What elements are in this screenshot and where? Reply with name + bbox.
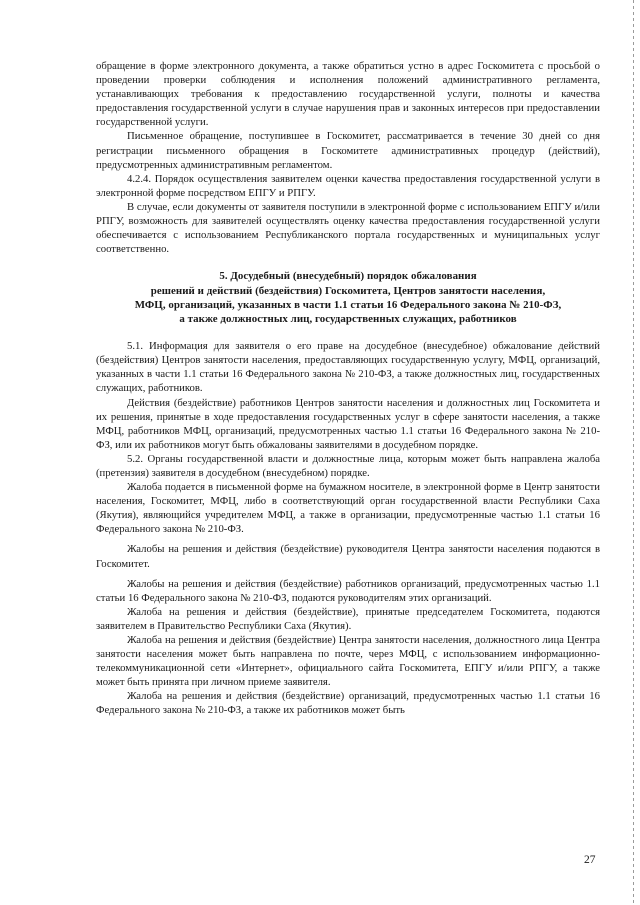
paragraph: Жалобы на решения и действия (бездействие) руководителя Центра занятости населения подаются в Госкомитет. — [96, 543, 600, 570]
paragraph: Жалоба на решения и действия (бездействие) организаций, предусмотренных частью 1.1 статьи 16 Федерального закона № 210-ФЗ, а также их работников может быть — [96, 690, 600, 717]
section-heading-line: решений и действий (бездействия) Госкомитета, Центров занятости населения, — [150, 284, 546, 297]
paragraph: обращение в форме электронного документа, а также обратиться устно в адрес Госкомитета с просьбой о проведении проверки соблюдения и исполнения положений административного регламента, устанавливающих требования к предоставлению государственной услуги, полноты и качества предоставления государственной услуги в случае нарушения прав и законных интересов при предоставлении государственной услуги. — [96, 60, 600, 129]
paragraph: 4.2.4. Порядок осуществления заявителем оценки качества предоставления государственной услуги в электронной форме посредством ЕПГУ и РПГУ. — [96, 172, 600, 199]
paragraph: В случае, если документы от заявителя поступили в электронной форме с использованием ЕПГУ и/или РПГУ, возможность для заявителей осуществлять оценку качества предоставления государственной услуги обеспечивается с использованием Республиканского портала государственных и муниципальных услуг соответственно. — [96, 200, 600, 256]
section-heading-line: а также должностных лиц, государственных служащих, работников — [179, 312, 517, 325]
paragraph: Жалобы на решения и действия (бездействие) работников организаций, предусмотренных частью 1.1 статьи 16 Федерального закона № 210-ФЗ, подаются руководителям этих организаций. — [96, 577, 600, 604]
paragraph: Действия (бездействие) работников Центров занятости населения и должностных лиц Госкомитета и их решения, принятые в ходе предоставления государственных услуг в сфере занятости населения, а также МФЦ, работников МФЦ, организаций, предусмотренных частью 1.1 статьи 16 Федерального закона № 210-ФЗ, или их работников могут быть обжалованы заявителями в досудебном порядке. — [96, 396, 600, 451]
paragraph: 5.2. Органы государственной власти и должностные лица, которым может быть направлена жалоба (претензия) заявителя в досудебном (внесудебном) порядке. — [96, 452, 600, 479]
paragraph: Жалоба на решения и действия (бездействие) Центра занятости населения, должностного лица Центра занятости населения может быть направлена по почте, через МФЦ, с использованием информационно-телекоммуникационной сети «Интернет», официального сайта Госкомитета, ЕПГУ и/или РПГУ, а также может быть принята при личном приеме заявителя. — [96, 634, 600, 689]
section-heading-line: 5. Досудебный (внесудебный) порядок обжалования — [219, 270, 477, 283]
paragraph: Жалоба на решения и действия (бездействие), принятые председателем Госкомитета, подаются заявителем в Правительство Республики Саха (Якутия). — [96, 605, 600, 632]
section-heading — [96, 269, 600, 326]
section-heading-line: МФЦ, организаций, указанных в части 1.1 статьи 16 Федерального закона № 210-ФЗ, — [134, 298, 562, 311]
scan-edge-line — [633, 0, 634, 905]
paragraph: 5.1. Информация для заявителя о его праве на досудебное (внесудебное) обжалование действий (бездействия) Центров занятости населения, предоставляющих государственную услугу, МФЦ, организаций, указанных в части 1.1 статьи 16 Федерального закона № 210-ФЗ, а также должностных лиц, государственных служащих, работников. — [96, 340, 600, 395]
page-number: 27 — [584, 854, 596, 866]
paragraph: Письменное обращение, поступившее в Госкомитет, рассматривается в течение 30 дней со дня регистрации письменного обращения в Госкомитете административных процедур (действий), предусмотренных административным регламентом. — [96, 130, 600, 171]
paragraph: Жалоба подается в письменной форме на бумажном носителе, в электронной форме в Центр занятости населения, Госкомитет, МФЦ, либо в соответствующий орган государственной власти Республики Саха (Якутия), являющийся учредителем МФЦ, а также в организации, предусмотренные частью 1.1 статьи 16 Федерального закона № 210-ФЗ. — [96, 481, 600, 536]
page-content — [96, 59, 600, 718]
